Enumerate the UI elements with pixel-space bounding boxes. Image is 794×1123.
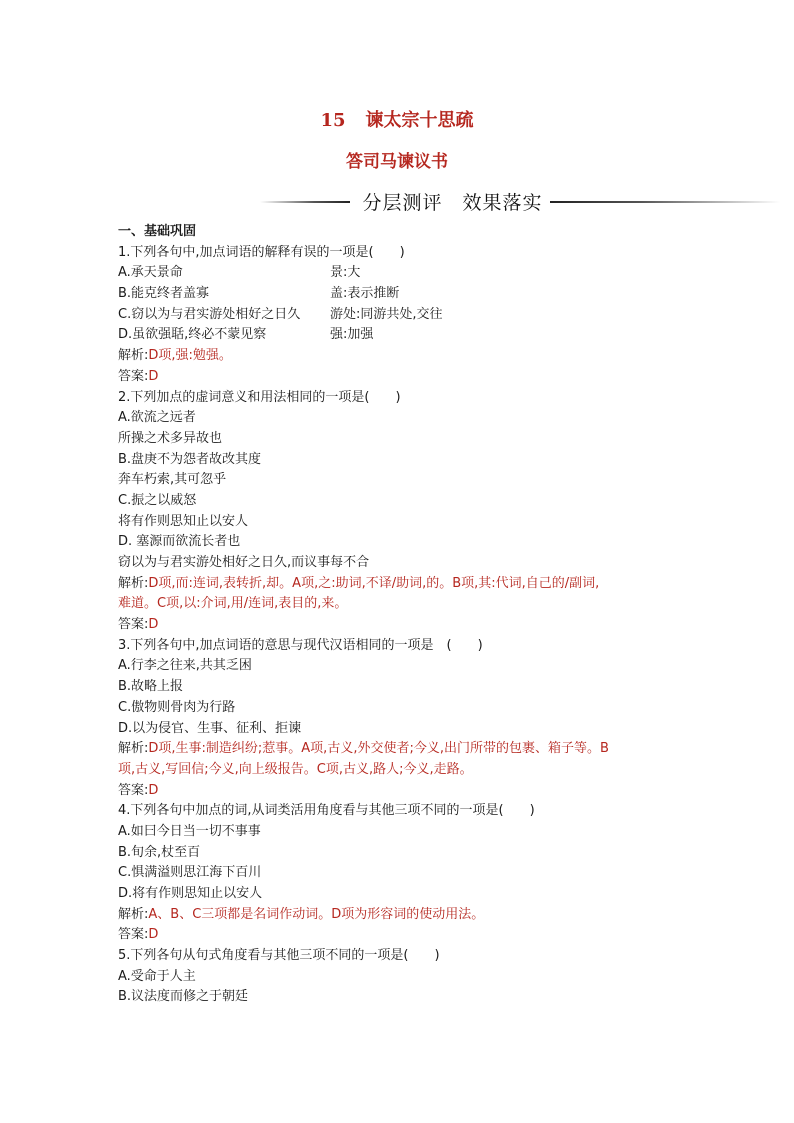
question-stem: 3.下列各句中,加点词语的意思与现代汉语相同的一项是 ( ) xyxy=(118,637,483,653)
analysis-label: 解析: xyxy=(118,906,149,922)
option-line: B.议法度而修之于朝廷 xyxy=(118,989,249,1005)
lesson-title-text: 谏太宗十思疏 xyxy=(365,110,474,131)
analysis-text: D项,而:连词,表转折,却。A项,之:助词,不译/助词,的。B项,其:代词,自己的/副词, xyxy=(148,575,600,591)
question-stem: 4.下列各句中加点的词,从词类活用角度看与其他三项不同的一项是( ) xyxy=(118,803,535,819)
option-gloss: 游处:同游共处,交往 xyxy=(330,306,443,322)
analysis-text: A、B、C三项都是名词作动词。D项为形容词的使动用法。 xyxy=(148,906,485,922)
option-gloss: 盖:表示推断 xyxy=(330,286,400,302)
answer-value: D xyxy=(148,368,159,384)
option-line: 奔车朽索,其可忽乎 xyxy=(118,472,227,488)
option-line: 将有作则思知止以安人 xyxy=(118,513,249,529)
answer-line xyxy=(118,615,698,636)
option-text: A.承天景命 xyxy=(118,265,183,281)
analysis-line xyxy=(118,574,698,595)
option-line: 所操之术多异故也 xyxy=(118,430,223,446)
question-stem: 2.下列加点的虚词意义和用法相同的一项是( ) xyxy=(118,389,401,405)
question-content xyxy=(118,222,698,1008)
option-line: C.惧满溢则思江海下百川 xyxy=(118,865,262,881)
analysis-label: 解析: xyxy=(118,575,149,591)
lesson-title xyxy=(0,106,794,132)
lesson-number: 15 xyxy=(320,110,346,131)
option-line: B.旬余,杖至百 xyxy=(118,844,201,860)
option-line: D.以为侵官、生事、征利、拒谏 xyxy=(118,720,302,736)
option-line xyxy=(118,263,698,284)
answer-label: 答案: xyxy=(118,782,149,798)
option-line: C.傲物则骨肉为行路 xyxy=(118,699,236,715)
answer-value: D xyxy=(148,782,159,798)
analysis-text: D项,强:勉强。 xyxy=(148,348,232,364)
option-line: B.盘庚不为怨者故改其度 xyxy=(118,451,262,467)
option-line: A.受命于人主 xyxy=(118,968,196,984)
question-stem: 1.下列各句中,加点词语的解释有误的一项是( ) xyxy=(118,244,405,260)
option-line: 窃以为与君实游处相好之日久,而议事每不合 xyxy=(118,555,370,570)
question-stem: 5.下列各句从句式角度看与其他三项不同的一项是( ) xyxy=(118,948,440,964)
option-text: C.窃以为与君实游处相好之日久 xyxy=(118,306,301,322)
option-line: A.欲流之远者 xyxy=(118,410,196,426)
banner-rule-left xyxy=(260,201,350,203)
analysis-line: 项,古义,写回信;今义,向上级报告。C项,古义,路人;今义,走路。 xyxy=(118,761,473,777)
answer-label: 答案: xyxy=(118,617,149,633)
answer-line xyxy=(118,367,698,388)
answer-value: D xyxy=(148,927,159,943)
answer-value: D xyxy=(148,617,159,633)
analysis-label: 解析: xyxy=(118,741,149,757)
answer-line xyxy=(118,781,698,802)
analysis-line: 难道。C项,以:介词,用/连词,表目的,来。 xyxy=(118,596,348,612)
answer-line xyxy=(118,925,698,946)
option-gloss: 强:加强 xyxy=(330,327,374,343)
option-gloss: 景:大 xyxy=(330,265,361,281)
option-text: D.虽欲强聒,终必不蒙见察 xyxy=(118,327,267,343)
answer-label: 答案: xyxy=(118,927,149,943)
analysis-text: D项,生事:制造纠纷;惹事。A项,古义,外交使者;今义,出门所带的包裹、箱子等。B xyxy=(148,741,609,757)
option-line: A.如曰今日当一切不事事 xyxy=(118,823,261,839)
banner-text: 分层测评 效果落实 xyxy=(362,192,543,214)
option-line xyxy=(118,325,698,346)
option-text: B.能克终者盖寡 xyxy=(118,286,210,302)
section-banner xyxy=(260,188,780,216)
analysis-line xyxy=(118,905,698,926)
option-line: C.振之以威怒 xyxy=(118,492,197,508)
banner-rule-right xyxy=(550,201,780,203)
section-heading: 一、基础巩固 xyxy=(118,224,197,239)
option-line xyxy=(118,305,698,326)
option-line: B.故略上报 xyxy=(118,679,184,695)
option-line: D.将有作则思知止以安人 xyxy=(118,886,263,901)
answer-label: 答案: xyxy=(118,368,149,384)
analysis-label: 解析: xyxy=(118,348,149,364)
analysis-line xyxy=(118,346,698,367)
option-line: D. 塞源而欲流长者也 xyxy=(118,534,241,550)
lesson-subtitle: 答司马谏议书 xyxy=(346,152,448,172)
analysis-line xyxy=(118,739,698,760)
option-line xyxy=(118,284,698,305)
option-line: A.行李之往来,共其乏困 xyxy=(118,658,252,674)
